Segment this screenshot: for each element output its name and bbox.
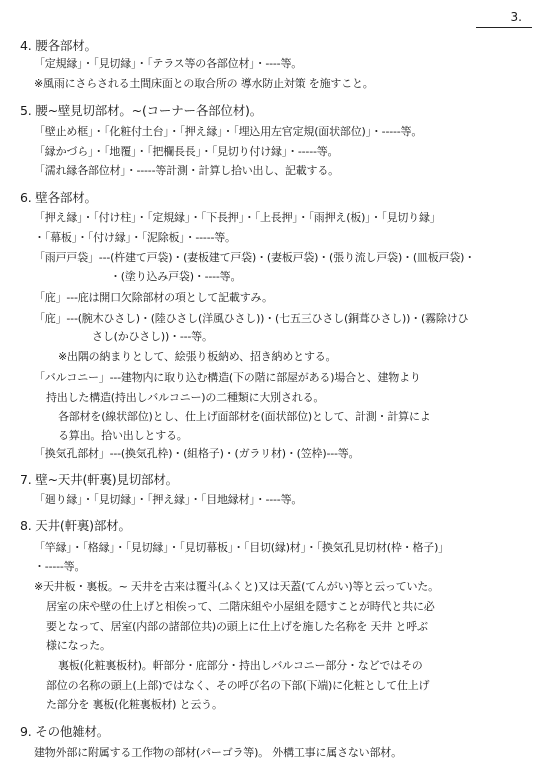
section-5-line-3: 「濡れ縁各部位材」・-----等計測・計算し拾い出し、記載する。	[34, 164, 339, 177]
section-8-line-6: 様になった。	[46, 639, 111, 652]
section-8-line-7: 裏板(化粧裏板材)。軒部分・庇部分・持出しバルコニー部分・などではその	[58, 659, 423, 672]
section-6-line-13: 「換気孔部材」---(換気孔枠)・(組格子)・(ガラリ材)・(笠枠)---等。	[34, 447, 360, 460]
section-6-line-4: ・(塗り込み戸袋)・----等。	[110, 270, 242, 283]
section-9-heading: 9. その他雑材。	[20, 724, 110, 739]
section-6-line-5: 「庇」---庇は開口欠除部材の項として記載すみ。	[34, 291, 273, 304]
section-6-line-7: さし(かひさし))・---等。	[92, 330, 213, 343]
section-4-line-1: 「定規縁」・「見切縁」・「テラス等の各部位材」・----等。	[34, 57, 303, 70]
section-6-line-12: る算出。拾い出しとする。	[58, 429, 188, 442]
page-number: 3.	[510, 10, 522, 24]
section-5-line-2: 「縁かづら」・「地覆」・「把欄長長」・「見切り付け縁」・-----等。	[34, 145, 339, 158]
section-8-line-3: ※天井板・裏板。~ 天井を古来は覆斗(ふくと)又は天蓋(てんがい)等と云っていた。	[34, 580, 439, 593]
section-5-line-1: 「壁止め框」・「化粧付土台」・「押え縁」・「埋込用左官定規(面状部位)」・-----等。	[34, 125, 423, 138]
section-5-heading: 5. 腰~壁見切部材。~(コーナー各部位材)。	[20, 103, 263, 118]
section-6-line-9: 「バルコニー」---建物内に取り込む構造(下の階に部屋がある)場合と、建物より	[34, 371, 421, 384]
section-8-line-9: た部分を 裏板(化粧裏板材) と云う。	[46, 698, 223, 711]
page-number-underline	[476, 27, 532, 28]
section-4-line-2: ※風雨にさらされる土間床面との取合所の 導水防止対策 を施すこと。	[34, 77, 374, 90]
section-9-line-1: 建物外部に附属する工作物の部材(パーゴラ等)。 外構工事に属さない部材。	[34, 746, 402, 759]
section-6-line-11: 各部材を(線状部位)とし、仕上げ面部材を(面状部位)として、計測・計算によ	[58, 410, 431, 423]
section-8-line-1: 「竿縁」・「格縁」・「見切縁」・「見切幕板」・「目切(縁)材」・「換気孔見切材(枠・格子)」	[34, 541, 449, 554]
section-8-line-2: ・-----等。	[34, 560, 86, 573]
section-4-heading: 4. 腰各部材。	[20, 38, 97, 53]
section-6-line-8: ※出隅の納まりとして、絵張り板納め、招き納めとする。	[58, 350, 337, 363]
section-6-line-2: ・「幕板」・「付け縁」・「泥除板」・-----等。	[34, 231, 236, 244]
section-7-heading: 7. 壁~天井(軒裏)見切部材。	[20, 472, 178, 487]
section-8-line-8: 部位の名称の頭上(上部)ではなく、その呼び名の下部(下端)に化粧として仕上げ	[46, 679, 430, 692]
section-6-heading: 6. 壁各部材。	[20, 190, 97, 205]
section-8-heading: 8. 天井(軒裏)部材。	[20, 518, 131, 533]
section-7-line-1: 「廻り縁」・「見切縁」・「押え縁」・「目地縁材」・----等。	[34, 493, 303, 506]
section-6-line-3: 「雨戸戸袋」---(杵建て戸袋)・(妻板建て戸袋)・(妻板戸袋)・(張り流し戸袋)・(皿板戸袋)・	[34, 251, 476, 264]
section-8-line-4: 居室の床や壁の仕上げと相俟って、二階床組や小屋組を隠すことが時代と共に必	[46, 600, 435, 613]
section-6-line-10: 持出した構造(持出しバルコニー)の二種類に大別される。	[46, 391, 325, 404]
section-8-line-5: 要となって、居室(内部の諸部位共)の頭上に仕上げを施した名称を 天井 と呼ぶ	[46, 620, 428, 633]
section-6-line-1: 「押え縁」・「付け柱」・「定規縁」・「下長押」・「上長押」・「雨押え(板)」・「見切り縁」	[34, 211, 441, 224]
section-6-line-6: 「庇」---(腕木ひさし)・(陸ひさし(洋風ひさし))・(七五三ひさし(銅葺ひさし))・(霧除けひ	[34, 312, 469, 325]
